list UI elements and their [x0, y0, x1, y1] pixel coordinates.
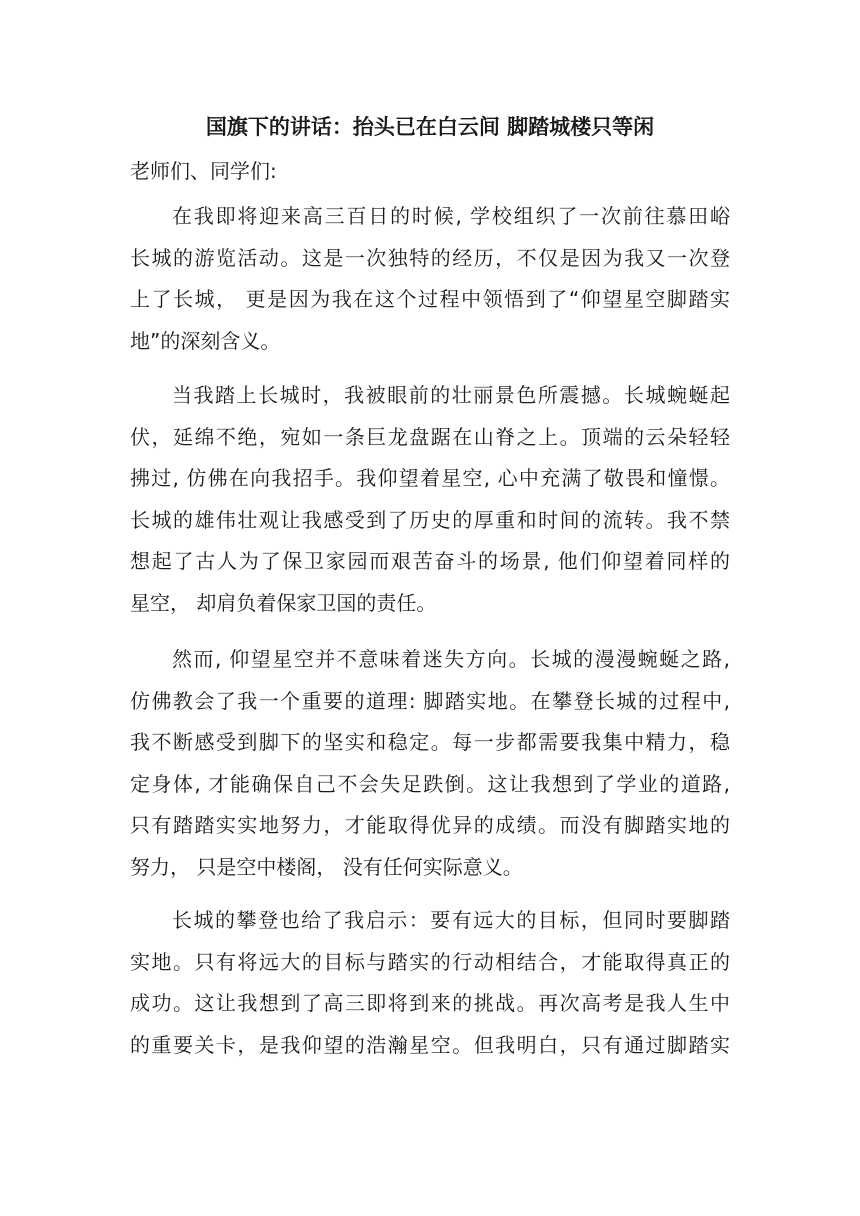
paragraph-line: 努力， 只是空中楼阁， 没有任何实际意义。 — [130, 854, 523, 879]
paragraph-line: 伏，延绵不绝，宛如一条巨龙盘踞在山脊之上。顶端的云朵轻轻 — [130, 424, 730, 449]
paragraph-line: 然而, 仰望星空并不意味着迷失方向。长城的漫漫蜿蜒之路, — [172, 647, 730, 671]
paragraph-line: 定身体, 才能确保自己不会失足跌倒。这让我想到了学业的道路, — [130, 771, 730, 796]
paragraph-line: 只有踏踏实实地努力，才能取得优异的成绩。而没有脚踏实地的 — [130, 813, 730, 837]
paragraph-1 — [130, 196, 730, 362]
paragraph-line: 我不断感受到脚下的坚实和稳定。每一步都需要我集中精力，稳 — [130, 730, 730, 754]
paragraph-2 — [130, 375, 730, 624]
paragraph-line: 上了长城， 更是因为我在这个过程中领悟到了“仰望星空脚踏实 — [130, 287, 730, 311]
paragraph-line: 在我即将迎来高三百日的时候, 学校组织了一次前往慕田峪 — [172, 204, 730, 228]
paragraph-4 — [130, 900, 730, 1066]
paragraph-line: 当我踏上长城时，我被眼前的壮丽景色所震撼。长城蜿蜒起 — [172, 383, 730, 407]
paragraph-line: 地”的深刻含义。 — [130, 328, 281, 353]
document-title: 国旗下的讲话：抬头已在白云间 脚踏城楼只等闲 — [205, 115, 655, 139]
paragraph-line: 长城的攀登也给了我启示：要有远大的目标，但同时要脚踏 — [172, 908, 730, 932]
paragraph-3 — [130, 639, 730, 888]
paragraph-line: 的重要关卡，是我仰望的浩瀚星空。但我明白，只有通过脚踏实 — [130, 1032, 730, 1057]
salutation: 老师们、同学们: — [130, 159, 277, 183]
paragraph-line: 长城的雄伟壮观让我感受到了历史的厚重和时间的流转。我不禁 — [130, 507, 730, 532]
paragraph-line: 成功。这让我想到了高三即将到来的挑战。再次高考是我人生中 — [130, 991, 730, 1015]
paragraph-line: 星空， 却肩负着保家卫国的责任。 — [130, 590, 437, 615]
paragraph-line: 实地。只有将远大的目标与踏实的行动相结合，才能取得真正的 — [130, 949, 730, 974]
paragraph-line: 想起了古人为了保卫家园而艰苦奋斗的场景, 他们仰望着同样的 — [130, 549, 730, 573]
paragraph-line: 长城的游览活动。这是一次独特的经历，不仅是因为我又一次登 — [130, 245, 730, 270]
paragraph-line: 仿佛教会了我一个重要的道理: 脚踏实地。在攀登长城的过程中, — [130, 688, 730, 713]
paragraph-line: 拂过, 仿佛在向我招手。我仰望着星空, 心中充满了敬畏和憧憬。 — [130, 466, 730, 490]
